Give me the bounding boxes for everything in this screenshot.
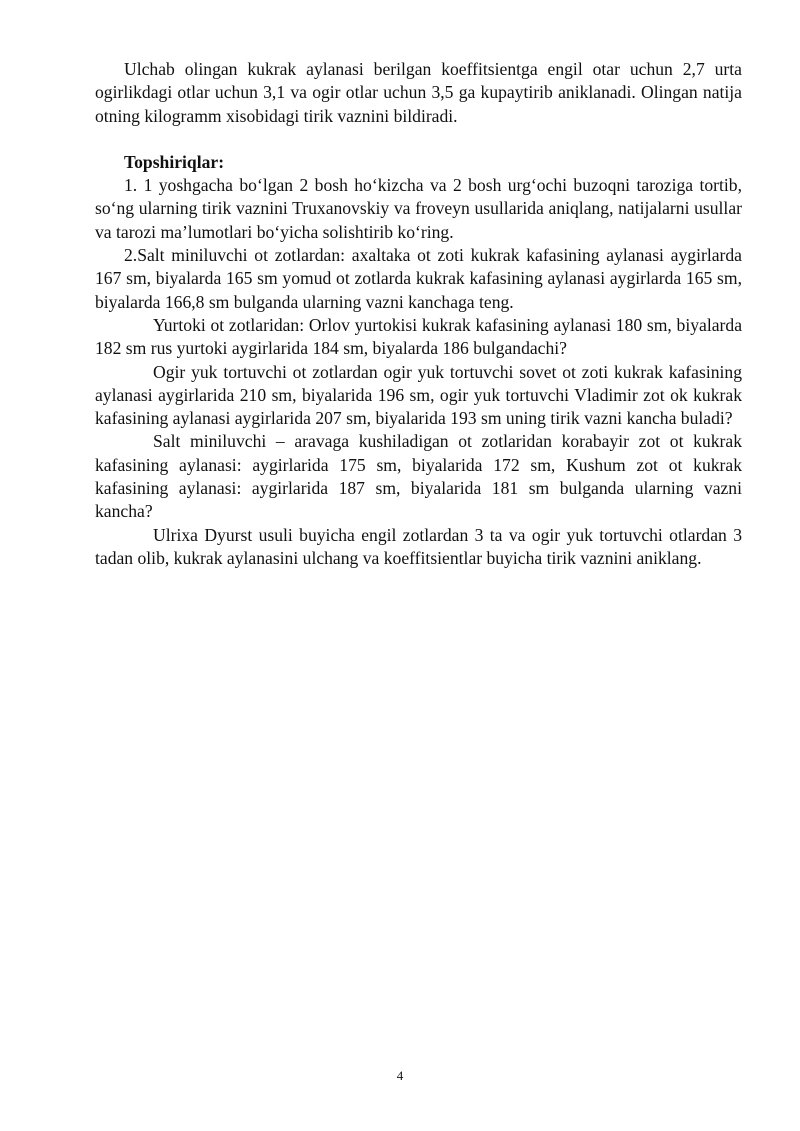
sub-task-riding-harness: Salt miniluvchi – aravaga kushiladigan ot zotlaridan korabayir zot ot kukrak kafasining aylanasi: aygirlarida 175 sm, biyalarida 172 sm, Kushum zot ot kukrak kafasining aylanasi: aygirlarida 187 sm, biyalarida 181 sm bulganda ularning vazni kancha? bbox=[95, 431, 742, 522]
sub-task-heavy-draft: Ogir yuk tortuvchi ot zotlardan ogir yuk tortuvchi sovet ot zoti kukrak kafasining aylanasi aygirlarida 210 sm, biyalarida 196 sm, ogir yuk tortuvchi Vladimir zot ok kukrak kafasining aylanasi aygirlarida 207 sm, biyalarida 193 sm uning tirik vazni kancha buladi? bbox=[95, 361, 742, 429]
task-2: 2.Salt miniluvchi ot zotlardan: axaltaka ot zoti kukrak kafasining aylanasi aygirlarda 167 sm, biyalarda 165 sm yomud ot zotlarda kukrak kafasining aylanasi aygirlarda 165 sm, biyalarda 166,8 sm bulganda ularning vazni kanchaga teng. bbox=[95, 245, 742, 312]
sub-task-trotters: Yurtoki ot zotlaridan: Orlov yurtokisi kukrak kafasining aylanasi 180 sm, biyalarda 182 sm rus yurtoki aygirlarida 184 sm, biyalarda 186 bulgandachi? bbox=[95, 314, 742, 359]
paragraph-gap bbox=[95, 128, 742, 151]
sub-task-ulrixa-dyurst: Ulrixa Dyurst usuli buyicha engil zotlardan 3 ta va ogir yuk tortuvchi otlardan 3 tadan olib, kukrak aylanasini ulchang va koeffitsientlar buyicha tirik vaznini aniklang. bbox=[95, 524, 742, 568]
page-content bbox=[95, 58, 742, 570]
intro-paragraph: Ulchab olingan kukrak aylanasi berilgan koeffitsientga engil otar uchun 2,7 urta ogirlikdagi otlar uchun 3,1 va ogir otlar uchun 3,5 ga kupaytirib aniklanadi. Olingan natija otning kilogramm xisobidagi tirik vaznini bildiradi. bbox=[95, 59, 742, 126]
page-number: 4 bbox=[396, 1068, 404, 1083]
task-1: 1. 1 yoshgacha bo‘lgan 2 bosh ho‘kizcha va 2 bosh urg‘ochi buzoqni taroziga tortib, so‘ng ularning tirik vaznini Truxanovskiy va froveyn usullarida aniqlang, natijalarni usullar va tarozi ma’lumotlari bo‘yicha solishtirib ko‘ring. bbox=[95, 175, 742, 242]
tasks-heading: Topshiriqlar: bbox=[124, 151, 225, 172]
